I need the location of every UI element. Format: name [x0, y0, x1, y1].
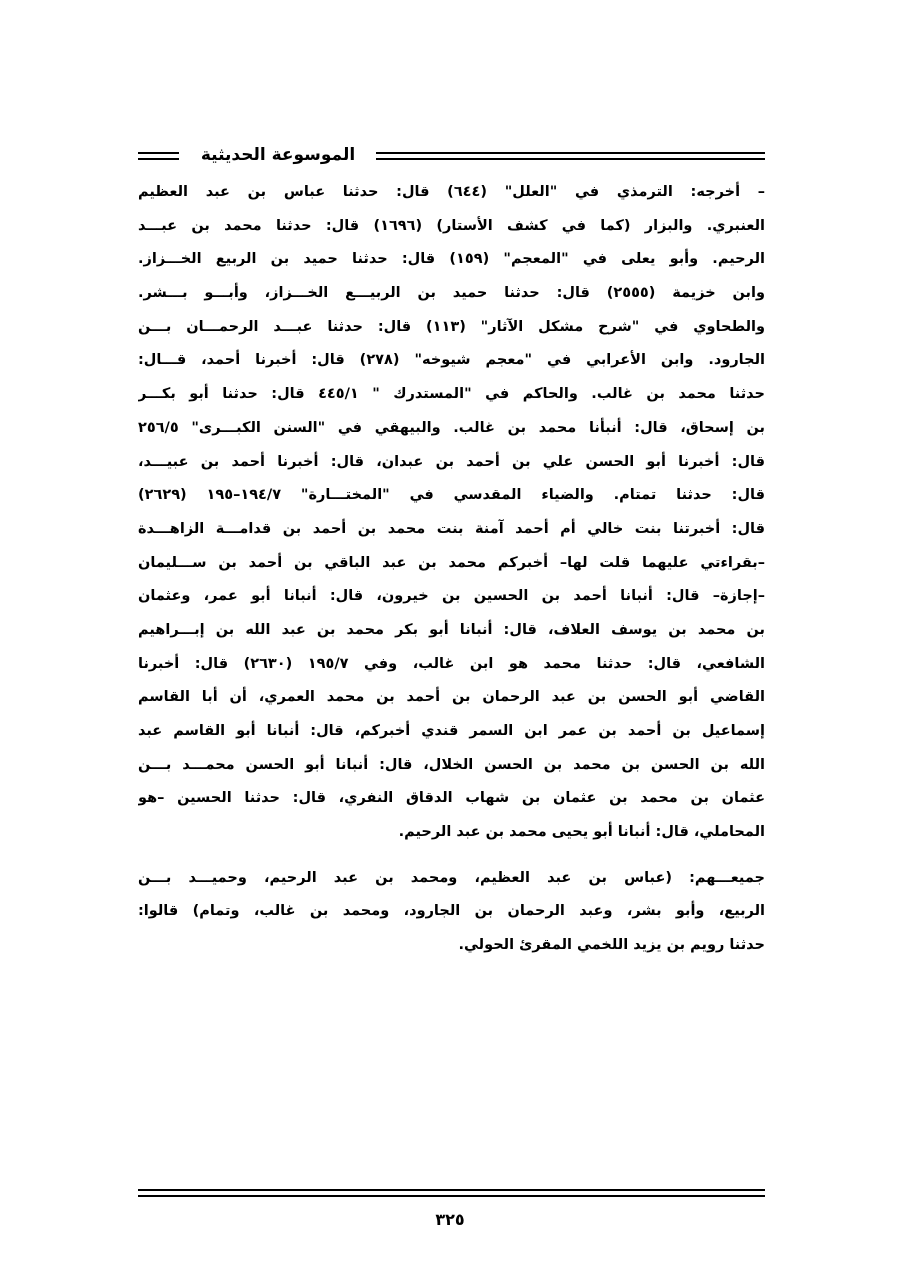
text-line: إسماعيل بن أحمد بن عمر ابن السمر قندي أخبركم، قال: أنبانا أبو القاسم عبد — [138, 723, 765, 739]
text-line: قال: أخبرنا أبو الحسن علي بن أحمد بن عبدان، قال: أخبرنا أحمد بن عبيـــد، — [138, 453, 765, 470]
paragraph-takhrij — [138, 176, 765, 850]
text-line: القاضي أبو الحسن بن عبد الرحمان بن أحمد بن محمد العمري، أن أبا القاسم — [138, 689, 765, 706]
footer-rule — [138, 1189, 765, 1197]
text-line: بن إسحاق، قال: أنبأنا محمد بن غالب. والبيهقي في "السنن الكبـــرى" ٢٥٦/٥ — [138, 419, 765, 436]
text-line: بن محمد بن يوسف العلاف، قال: أنبانا أبو بكر محمد بن عبد الله بن إبـــراهيم — [138, 621, 765, 638]
text-line: الرحيم. وأبو يعلى في "المعجم" (١٥٩) قال: حدثنا حميد بن الربيع الخـــزاز. — [138, 251, 765, 268]
text-line: الله بن الحسن بن محمد بن الحسن الخلال، قال: أنبانا أبو الحسن محمـــد بـــن — [138, 756, 765, 773]
header-title: الموسوعة الحديثية — [200, 145, 356, 165]
main-text — [138, 176, 765, 963]
text-line: –بقراءتي عليهما قلت لها– أخبركم محمد بن عبد الباقي بن أحمد بن ســـليمان — [138, 554, 765, 571]
text-line: المحاملي، قال: أنبانا أبو يحيى محمد بن عبد الرحيم. — [398, 824, 765, 841]
text-line: – أخرجه: الترمذي في "العلل" (٦٤٤) قال: حدثنا عباس بن عبد العظيم — [138, 184, 765, 200]
text-line: حدثنا رويم بن يزيد اللخمي المقرئ الحولي. — [458, 937, 765, 954]
text-line: وابن خزيمة (٢٥٥٥) قال: حدثنا حميد بن الربيـــع الخـــزاز، وأبـــو بـــشر. — [138, 285, 765, 302]
header-rule-left — [138, 152, 179, 160]
paragraph-jamiuhum — [138, 862, 765, 963]
text-line: الجارود. وابن الأعرابي في "معجم شيوخه" (٢٧٨) قال: أخبرنا أحمد، قـــال: — [138, 352, 765, 369]
text-line: قال: حدثنا تمتام. والضياء المقدسي في "المختـــارة" ١٩٤/٧–١٩٥ (٢٦٢٩) — [138, 487, 765, 504]
text-line: العنبري. والبزار (كما في كشف الأستار) (١٦٩٦) قال: حدثنا محمد بن عبـــد — [138, 217, 765, 234]
page-number: ٣٢٥ — [435, 1210, 465, 1229]
text-line: قال: أخبرتنا بنت خالي أم أحمد آمنة بنت محمد بن أحمد بن قدامـــة الزاهـــدة — [138, 520, 765, 537]
text-line: الربيع، وأبو بشر، وعبد الرحمان بن الجارود، ومحمد بن غالب، وتمام) قالوا: — [138, 903, 765, 920]
text-line: حدثنا محمد بن غالب. والحاكم في "المستدرك " ٤٤٥/١ قال: حدثنا أبو بكـــر — [138, 386, 765, 403]
running-header — [138, 145, 765, 169]
text-line: –إجازة– قال: أنبانا أحمد بن الحسين بن خيرون، قال: أنبانا أبو عمر، وعثمان — [138, 588, 765, 605]
header-rule-right — [376, 152, 765, 160]
text-line: عثمان بن محمد بن عثمان بن شهاب الدقاق النفري، قال: حدثنا الحسين –هو — [138, 790, 765, 807]
text-line: جميعـــهم: (عباس بن عبد العظيم، ومحمد بن عبد الرحيم، وحميـــد بـــن — [138, 869, 765, 886]
text-line: والطحاوي في "شرح مشكل الآثار" (١١٣) قال: حدثنا عبـــد الرحمـــان بـــن — [138, 318, 765, 335]
text-line: الشافعي، قال: حدثنا محمد هو ابن غالب، وفي ١٩٥/٧ (٢٦٣٠) قال: أخبرنا — [138, 655, 765, 672]
